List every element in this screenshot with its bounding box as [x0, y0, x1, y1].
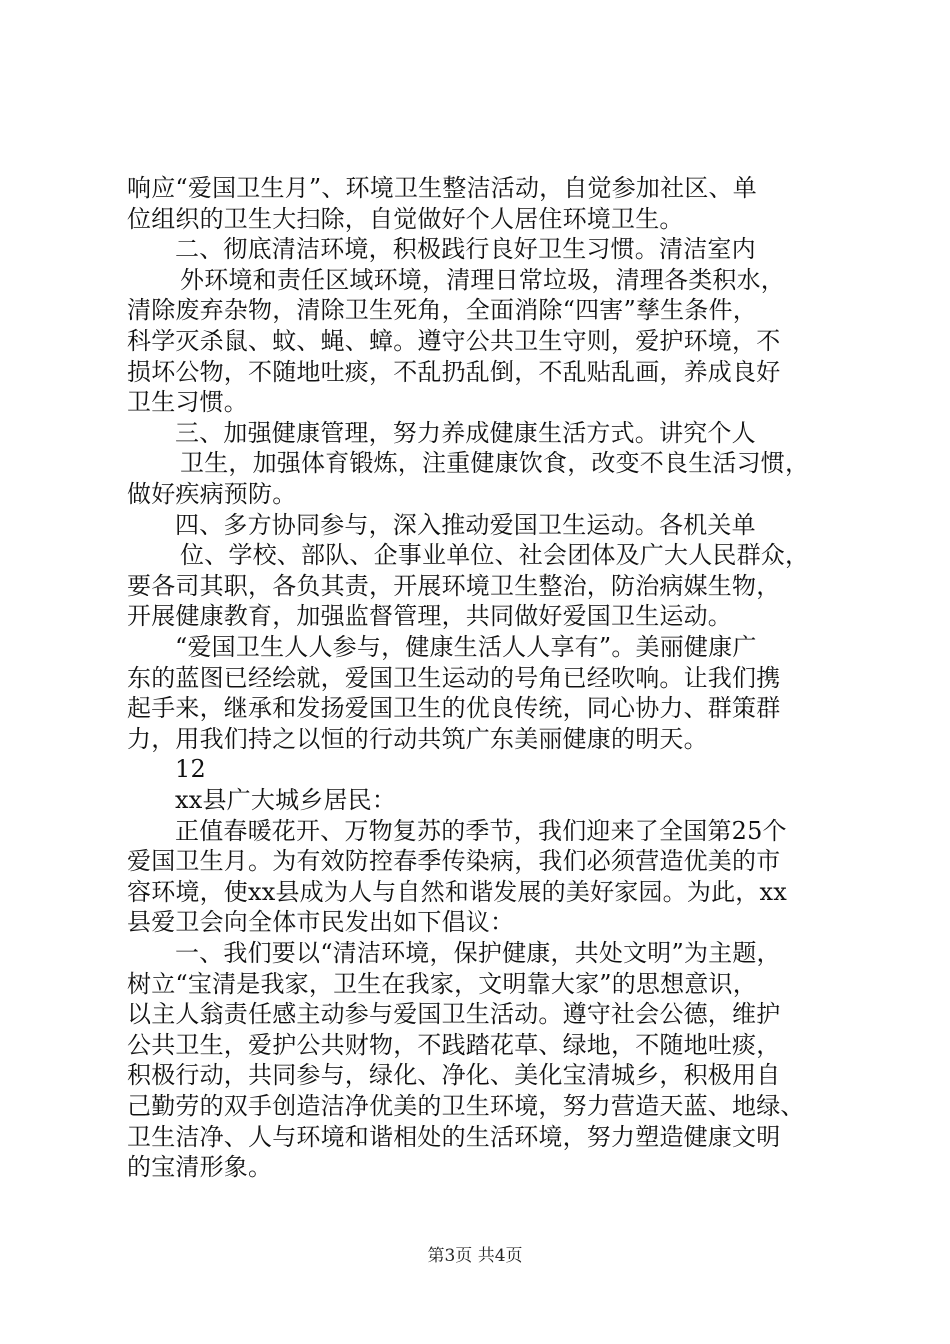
text-line: 卫生洁净、人与环境和谐相处的生活环境，努力塑造健康文明 [127, 1122, 781, 1151]
text-line: xx县广大城乡居民： [175, 786, 397, 814]
text-line: 要各司其职，各负其责，开展环境卫生整治，防治病媒生物， [127, 571, 781, 600]
page-footer: 第3页 共4页 [427, 1246, 523, 1266]
text-line: 容环境，使xx县成为人与自然和谐发展的美好家园。为此，xx [127, 877, 787, 906]
text-line: 做好疾病预防。 [127, 480, 297, 508]
text-line: 响应“爱国卫生月”、环境卫生整洁活动，自觉参加社区、单 [127, 174, 757, 202]
text-line: “爱国卫生人人参与，健康生活人人享有”。美丽健康广 [175, 633, 757, 661]
text-line: 三、加强健康管理，努力养成健康生活方式。讲究个人 [175, 418, 756, 447]
text-line: 卫生，加强体育锻炼，注重健康饮食，改变不良生活习惯， [180, 449, 810, 478]
text-line: 四、多方协同参与，深入推动爱国卫生运动。各机关单 [175, 510, 756, 539]
text-line: 12 [175, 755, 206, 784]
text-line: 位、学校、部队、企事业单位、社会团体及广大人民群众， [180, 541, 810, 570]
text-line: 积极行动，共同参与，绿化、净化、美化宝清城乡，积极用自 [127, 1061, 781, 1090]
text-line: 清除废弃杂物，清除卫生死角，全面消除“四害”孳生条件， [127, 296, 757, 325]
text-line: 一、我们要以“清洁环境，保护健康，共处文明”为主题， [175, 939, 781, 967]
text-line: 己勤劳的双手创造洁净优美的卫生环境，努力营造天蓝、地绿、 [127, 1092, 805, 1120]
text-line: 爱国卫生月。为有效防控春季传染病，我们必须营造优美的市 [127, 847, 781, 876]
text-line: 开展健康教育，加强监督管理，共同做好爱国卫生运动。 [127, 602, 732, 631]
text-line: 东的蓝图已经绘就，爱国卫生运动的号角已经吹响。让我们携 [127, 663, 781, 692]
text-line: 树立“宝清是我家，卫生在我家，文明靠大家”的思想意识， [127, 969, 757, 998]
text-line: 县爱卫会向全体市民发出如下倡议： [127, 908, 515, 937]
text-line: 外环境和责任区域环境，清理日常垃圾，清理各类积水， [180, 265, 785, 294]
text-line: 二、彻底清洁环境，积极践行良好卫生习惯。清洁室内 [175, 235, 756, 264]
text-line: 正值春暖花开、万物复苏的季节，我们迎来了全国第25个 [175, 816, 787, 845]
text-line: 以主人翁责任感主动参与爱国卫生活动。遵守社会公德，维护 [127, 1000, 781, 1029]
text-line: 力，用我们持之以恒的行动共筑广东美丽健康的明天。 [127, 724, 708, 753]
text-line: 的宝清形象。 [127, 1153, 273, 1182]
text-line: 卫生习惯。 [127, 388, 248, 417]
text-line: 位组织的卫生大扫除，自觉做好个人居住环境卫生。 [127, 204, 684, 233]
text-line: 公共卫生，爱护公共财物，不践踏花草、绿地，不随地吐痰， [127, 1030, 781, 1059]
text-line: 起手来，继承和发扬爱国卫生的优良传统，同心协力、群策群 [127, 694, 781, 723]
text-line: 科学灭杀鼠、蚊、蝇、蟑。遵守公共卫生守则，爱护环境，不 [127, 327, 781, 355]
text-line: 损坏公物，不随地吐痰，不乱扔乱倒，不乱贴乱画，养成良好 [127, 357, 781, 386]
